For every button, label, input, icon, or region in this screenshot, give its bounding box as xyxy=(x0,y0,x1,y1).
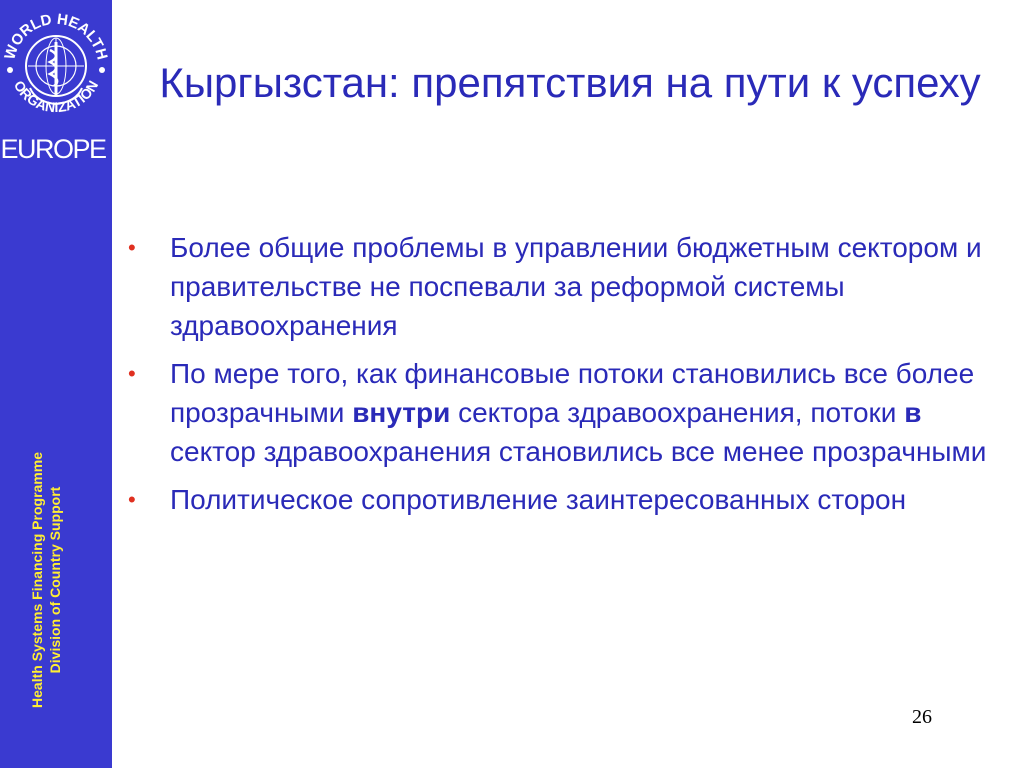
europe-label: EUROPE xyxy=(0,134,106,164)
who-logo xyxy=(0,4,112,124)
bullet-text: Политическое сопротивление заинтересованных сторон xyxy=(170,484,907,515)
bullet-bold-text: внутри xyxy=(352,397,451,428)
bullet-item xyxy=(124,228,1004,345)
bullet-text: По мере того, как финансовые потоки становились все более прозрачными xyxy=(170,358,975,428)
bullet-dot-icon: • xyxy=(128,487,136,512)
slide-title: Кыргызстан: препятствия на пути к успеху xyxy=(159,59,981,106)
logo-text-top: WORLD HEALTH xyxy=(1,10,111,62)
bullet-text: Более общие проблемы в управлении бюджетным сектором и правительстве не поспевали за реформой системы здравоохранения xyxy=(170,232,982,341)
bullet-item xyxy=(124,480,1004,519)
bullet-bold-text: в xyxy=(904,397,922,428)
programme-line-1: Health Systems Financing Programme xyxy=(29,452,45,708)
bullet-dot-icon: • xyxy=(128,361,136,386)
programme-line-2: Division of Country Support xyxy=(47,486,63,674)
logo-text-bottom: ORGANIZATION xyxy=(10,77,102,116)
bullet-item xyxy=(124,354,1004,471)
sidebar xyxy=(0,0,112,768)
bullet-text: сектор здравоохранения становились все менее прозрачными xyxy=(170,436,987,467)
bullet-list xyxy=(124,228,1004,528)
page-number: 26 xyxy=(912,706,932,728)
bullet-text: сектора здравоохранения, потоки xyxy=(450,397,905,428)
programme-text xyxy=(2,420,90,740)
bullet-dot-icon: • xyxy=(128,235,136,260)
